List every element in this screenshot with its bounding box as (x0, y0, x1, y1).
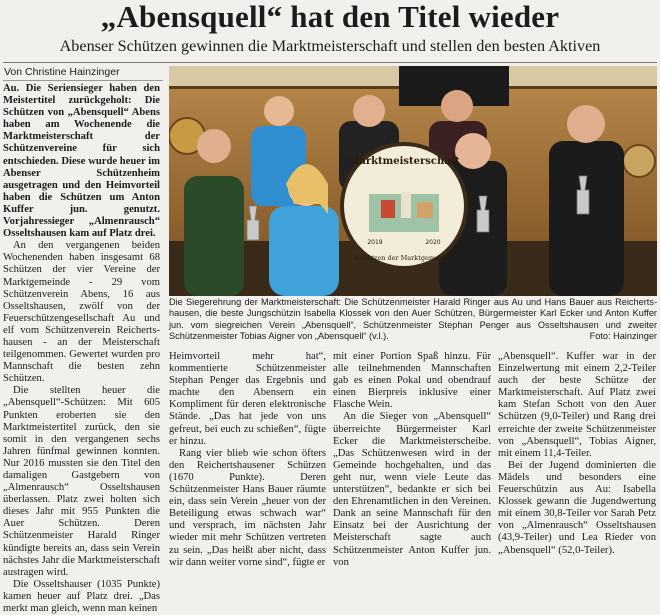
header-rule (3, 62, 657, 63)
body-paragraph: Die stellten heuer die „Abensquell“-Schützen: Mit 605 Punkten eroberten sie den Marktmeistertitel zurück, den sie somit in den vergangenen sechs Jahren fünfmal gewinnen konnten. Nur 2016 mussten sie den Titel den damaligen Gastgebern von „Almenrausch“ Osseltshausen überlassen. Platz zwei holten sich dieses Jahr mit 955 Punkten die Auer Schützen. Deren Schützenmeister Harald Ringer kündigte bereits an, dass sein Verein nächstes Jahr die Marktmeisterschaft austragen wird. (3, 385, 160, 578)
article-column-1 (3, 83, 160, 615)
disc-top-text: Marktmeisterschaft (348, 156, 460, 167)
article-column-4 (498, 351, 656, 557)
body-paragraph: mit einer Portion Spaß hinzu. Für alle teilnehmenden Mannschaften gab es einen Pokal und obendrauf einen Bierpreis inklusive einer Flasche Wein. (333, 351, 491, 411)
headline: „Abensquell“ hat den Titel wieder (100, 0, 560, 34)
body-paragraph: Bei der Jugend dominierten die Mädels und besonders eine Feuerschützin aus Au: Isabella Klossek gewann die Jugendwertung mit einem 30,8-Teiler vor Sarah Petz von „Almenrausch“ Osseltshausen (43,9-Teiler) und Lea Rieder von „Abensquell“ (52,0-Teiler). (498, 459, 656, 556)
body-paragraph: Die Osseltshauser (1035 Punkte) kamen heuer auf Platz drei. „Das merkt man gleich, wenn man keinen (3, 578, 160, 615)
photo-credit: Foto: Hainzinger (589, 330, 657, 341)
disc-year-left: 2019 (367, 239, 383, 246)
lead-paragraph: Au. Die Seriensieger haben den Meistertitel zurückgeholt: Die Schützen von „Abensquell“ Abens haben am Wochenende die Marktmeisterschaft der Schützenvereine für sich entschieden. Diese wurde heuer im Abenser Schützenheim ausgetragen und den Heimvorteil haben die Schützen um Anton Kuffer jun. genutzt. Vorjahressieger „Almenrausch“ Osseltshausen kam auf Platz drei. (3, 83, 160, 240)
marktmeister-disc (342, 144, 466, 268)
body-paragraph: „Abensquell“. Kuffer war in der Einzelwertung mit einem 2,2-Teiler auch der beste Schütze der Marktmeisterschaft. Auf Platz zwei kam Stefan Schott von den Auer Schützen (9,0-Teiler) und Rang drei erreichte der zweite Schützenmeister von „Abensquell“, Tobias Aigner, mit einem 11,4-Teiler. (498, 351, 656, 459)
article-column-2 (169, 351, 326, 569)
body-paragraph: An die Sieger von „Abensquell“ überreichte Bürgermeister Karl Ecker die Marktmeisterscheibe. „Das Schützenwesen wird in der Gemeinde hochgehalten, und das geht nur, wenn viele Leute das unterstützen“, bedankte er sich bei den Ehrenamtlichen in den Vereinen. Dank an seine Mannschaft für den Einsatz bei der Ausrichtung der Meisterschaft sagte auch Schützenmeister Anton Kuffer jun. von (333, 411, 491, 568)
photo-caption (169, 297, 657, 342)
body-paragraph: Rang vier blieb wie schon öfters den Reichertshausener Schützen (1670 Punkte). Deren Schützenmeister Hans Bauer räumte ein, dass sein Verein „heuer von der Beteiligung etwas schwach war“ und versprach, im nächsten Jahr wieder mit mehr Schützen vertreten zu sein. „Das heißt aber nicht, dass wir dann weiter vorne sind“, fügte er (169, 447, 326, 568)
disc-bottom-text: Schützen der Marktgemeinde (354, 254, 454, 262)
byline-rule (3, 80, 163, 81)
disc-year-right: 2020 (425, 239, 441, 246)
body-paragraph: Heimvorteil mehr hat“, kommentierte Schützenmeister Stephan Penger das Ergebnis und machte den Abensern ein Kompliment für deren elektronische Stände. „Das hat jede von uns gefreut, bei euch zu schießen“, fügte er hinzu. (169, 351, 326, 447)
body-paragraph: An den vergangenen beiden Wochenenden haben insgesamt 68 Schützen der vier Vereine der Marktgemeinde - 29 vom Schützenverein Abens, 16 aus Osseltshausen, zwölf von der Feuerschützengesellschaft Au und elf vom Schützenverein Reichertshausen - an der Meisterschaft teilgenommen. Gewertet wurden pro Mannschaft die besten zehn Schützen. (3, 240, 160, 385)
subheadline: Abenser Schützen gewinnen die Marktmeisterschaft und stellen den besten Aktiven (59, 37, 601, 55)
caption-text: Die Siegerehrung der Marktmeisterschaft: Die Schützenmeister Harald Ringer aus Au und Hans Bauer aus Reichertshausen, die beste Jungschützin Isabella Klossek von den Auer Schützen, Bürgermeister Karl Ecker und Anton Kuffer jun. vom siegreichen Verein „Abensquell“, Schützenmeister Stephan Penger aus Osseltshausen und zweiter Schützenmeister Tobias Aigner von „Abensquell“ (v.l.). (169, 297, 657, 341)
group-photo-illustration (169, 66, 657, 296)
byline: Von Christine Hainzinger (4, 66, 120, 78)
article-column-3 (333, 351, 491, 569)
article-photo (169, 66, 657, 296)
